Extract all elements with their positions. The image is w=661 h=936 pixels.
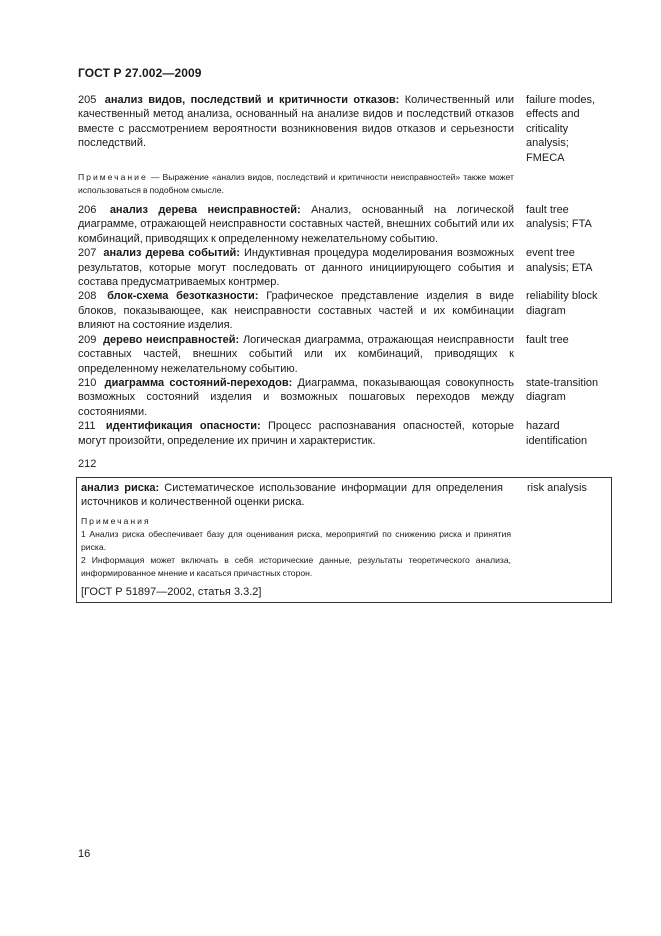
term-entry-209 [78, 333, 608, 376]
term: диаграмма состояний-переходов: [104, 376, 293, 389]
term: анализ видов, последствий и критичности отказов: [104, 94, 400, 106]
term-entry-205 [78, 93, 608, 165]
definition: Анализ, основанный на логической диаграмме, отражающей неисправности составных частей, внешних событий или их комбинаций, приводящих к определенному нежелательному событию. [78, 204, 515, 245]
notes-212 [81, 515, 511, 580]
entry-number: 211 [78, 420, 96, 433]
definition: Логическая диаграмма, отражающая неисправности составных частей, внешних событий или их комбинаций, приводящих к определенному нежелательному событию. [78, 333, 515, 375]
entry-number: 209 [78, 333, 97, 346]
note-label: Примечание [78, 172, 148, 183]
term-entry-210 [78, 376, 608, 419]
page-number: 16 [78, 848, 91, 860]
term: анализ дерева событий: [103, 247, 240, 260]
english-term: fault tree analysis; FTA [526, 204, 592, 231]
term-entry-211 [78, 419, 608, 448]
entry-number-212: 212 [78, 457, 97, 470]
english-term: failure modes, effects and criticality analysis; FMECA [526, 94, 596, 164]
note-1: 1 Анализ риска обеспечивает базу для оценивания риска, мероприятий по снижению риска и принятия риска. [81, 528, 511, 552]
term-entry-212-box [76, 477, 612, 603]
note-2: 2 Информация может включать в себя исторические данные, результаты теоретического анализа, информированное мнение и касаться причастных сторон. [81, 554, 511, 578]
definition: Количественный или качественный метод анализа, основанный на анализе видов и последствий отказов вместе с рассмотрением вероятности возникновения видов отказов и серьезности последствий. [78, 94, 515, 150]
entry-number: 208 [78, 290, 97, 303]
english-term: reliability block diagram [526, 290, 598, 317]
term-entry-207 [78, 246, 608, 289]
english-term: state-transition diagram [526, 376, 599, 404]
source-reference: [ГОСТ Р 51897—2002, статья 3.3.2] [81, 585, 262, 598]
entry-number: 205 [78, 94, 97, 106]
english-term: hazard identification [526, 420, 588, 447]
english-term: event tree analysis; ETA [526, 247, 593, 274]
definition: Систематическое использование информации для определения источников и количественной оценки риска. [81, 481, 504, 509]
term: дерево неисправностей: [103, 333, 240, 346]
english-term: fault tree [526, 333, 569, 346]
term: идентификация опасности: [105, 420, 261, 433]
definition: Графическое представление изделия в виде блоков, показывающее, как неисправности составных частей и их комбинации влияют на состояние изделия. [78, 290, 515, 332]
term-entry-206 [78, 203, 608, 246]
definition: Индуктивная процедура моделирования возможных результатов, которые могут последовать от данного инициирующего события и состава предусматриваемых контрмер. [78, 247, 514, 289]
term: блок-схема безотказности: [107, 290, 259, 303]
notes-label: Примечания [81, 515, 151, 526]
english-term: risk analysis [527, 481, 587, 494]
term: анализ риска: [81, 481, 160, 494]
definition: Диаграмма, показывающая совокупность возможных состояний изделия и возможных пошаговых переходов между состояниями. [78, 376, 514, 418]
entry-number: 206 [78, 204, 97, 217]
note-205 [78, 171, 514, 197]
term-entry-208 [78, 289, 608, 332]
entry-number: 207 [78, 247, 97, 260]
definition: Процесс распознавания опасностей, которые могут произойти, определение их причин и характеристик. [78, 420, 515, 447]
term: анализ дерева неисправностей: [109, 204, 301, 217]
document-header: ГОСТ Р 27.002—2009 [78, 66, 202, 80]
note-text: — Выражение «анализ видов, последствий и критичности неисправностей» также может использоваться в подобном смысле. [78, 172, 514, 196]
entry-number: 210 [78, 376, 97, 389]
terms-list [78, 93, 608, 603]
